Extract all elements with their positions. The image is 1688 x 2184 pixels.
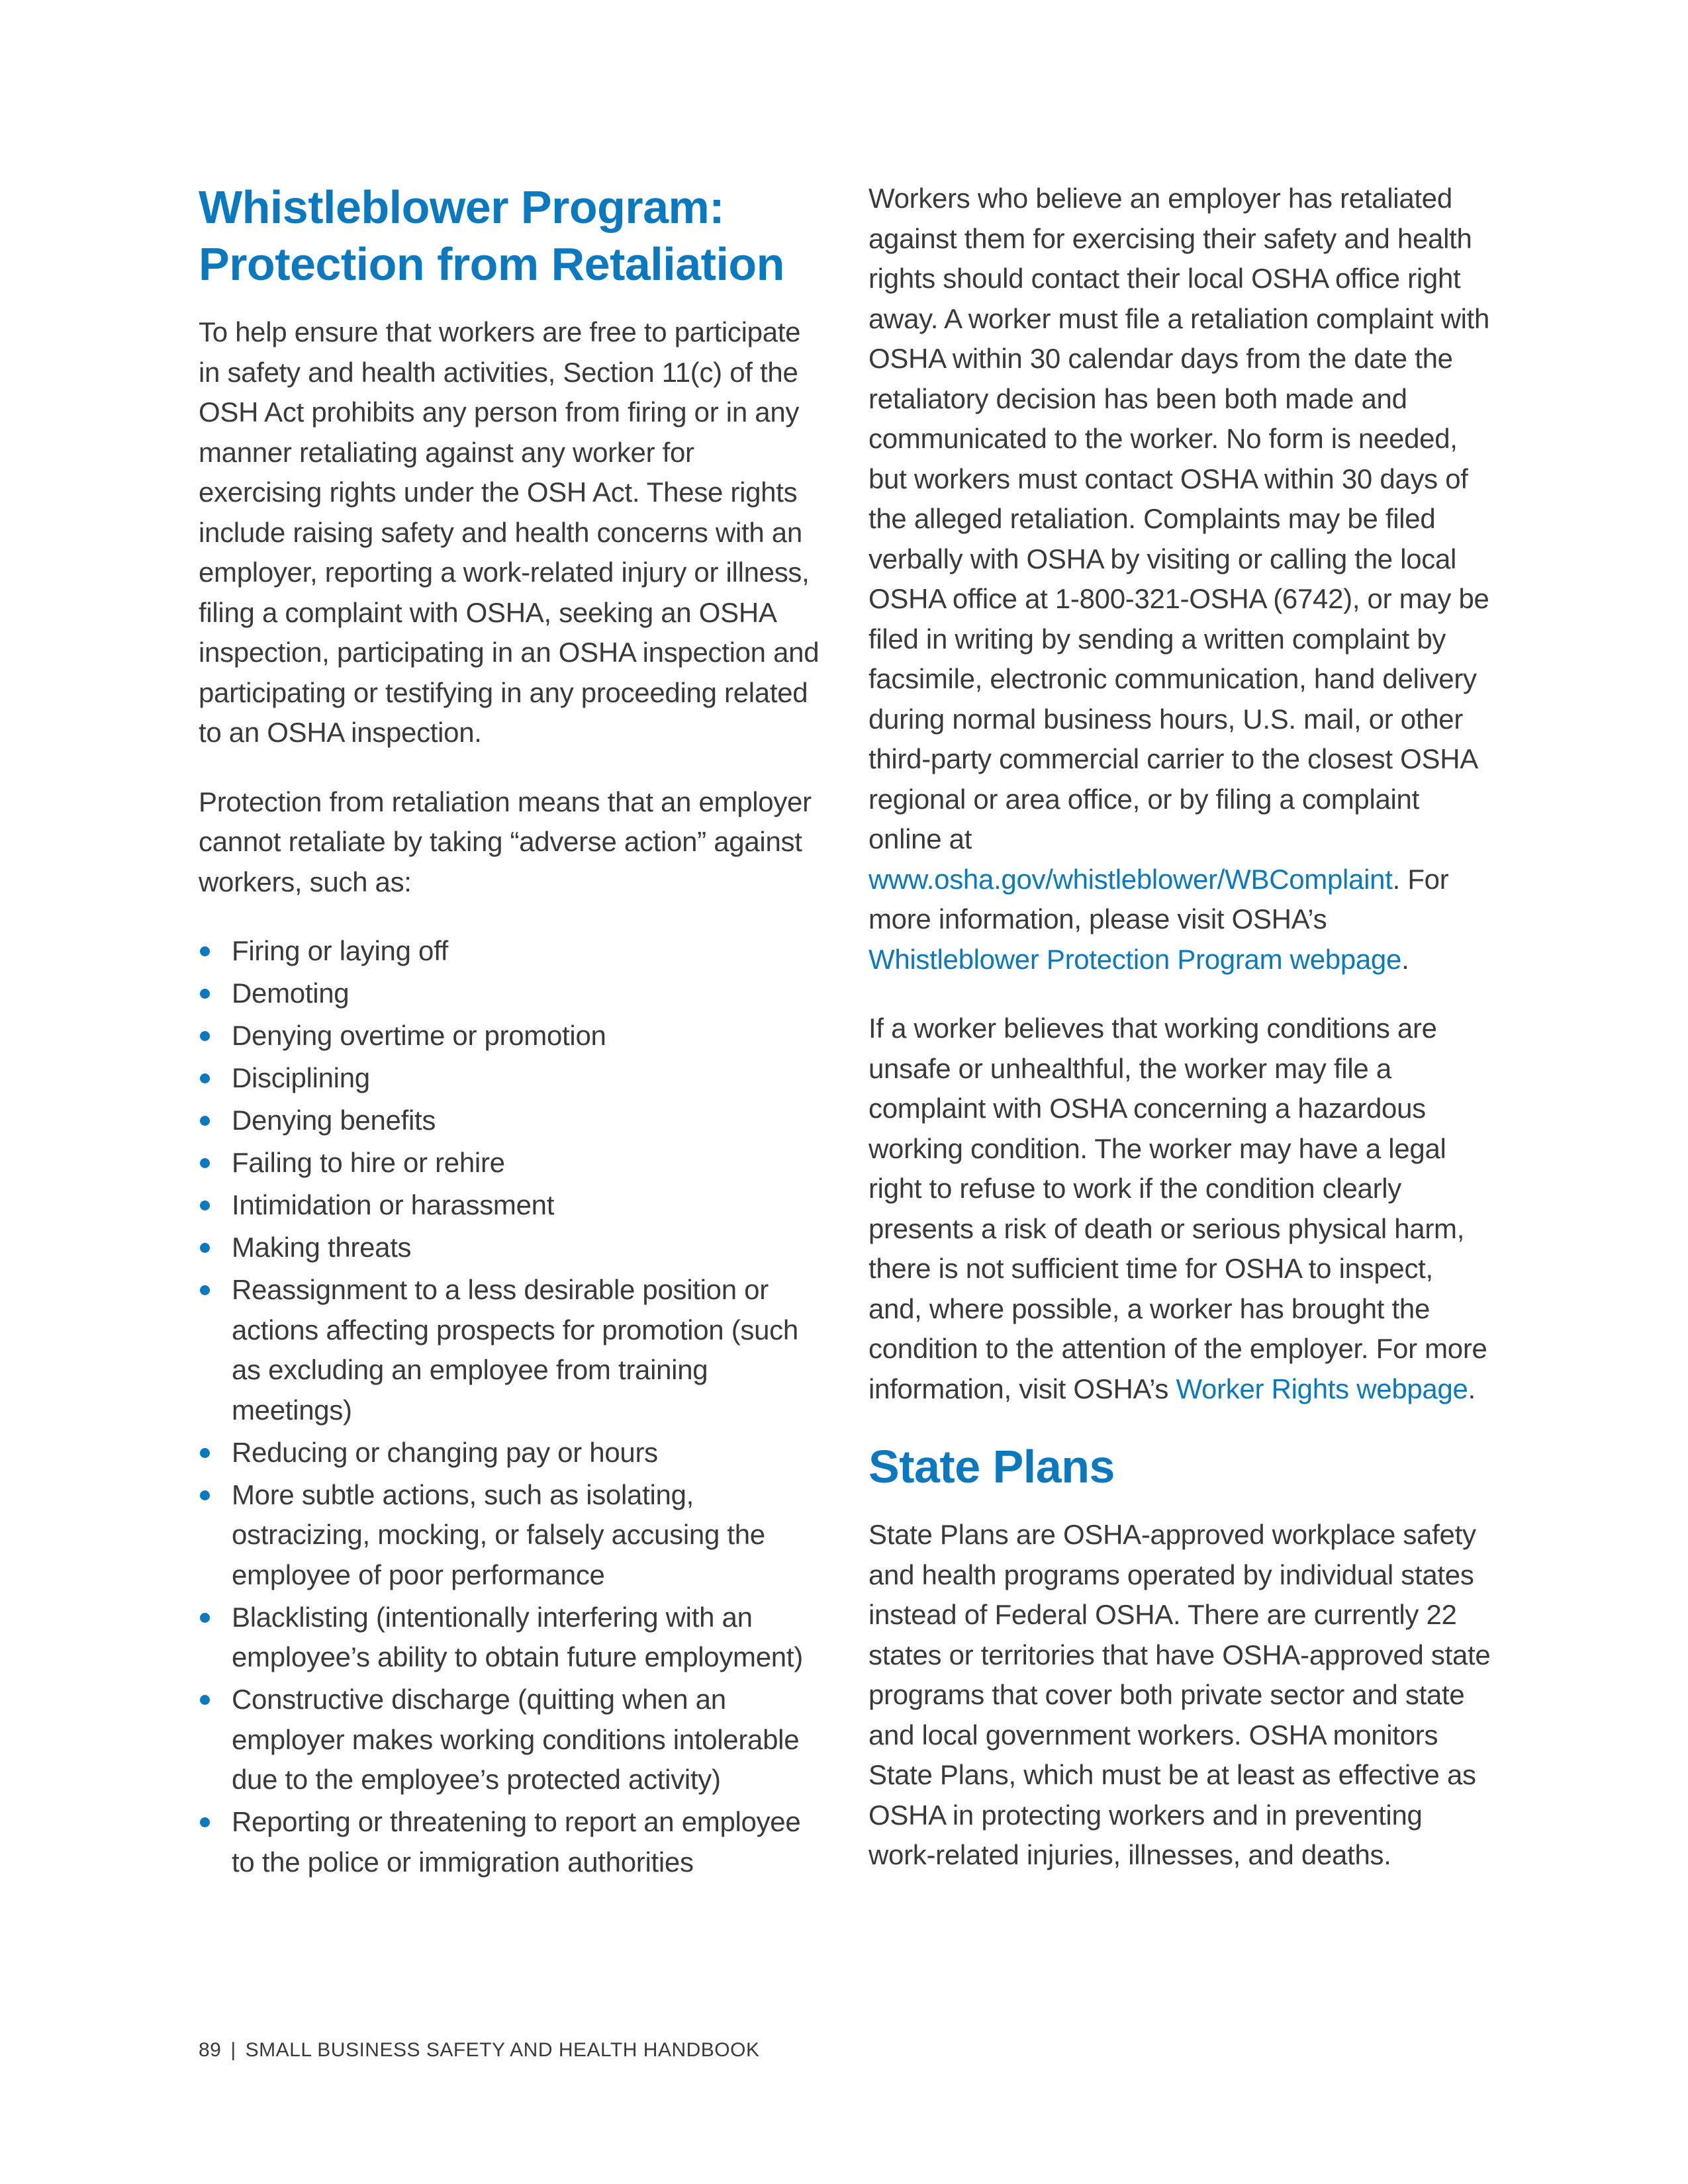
bullet-icon: [200, 1695, 210, 1705]
list-item: Intimidation or harassment: [199, 1185, 821, 1226]
list-item: Reporting or threatening to report an employee to the police or immigration authorities: [199, 1802, 821, 1882]
list-item: Denying overtime or promotion: [199, 1016, 821, 1056]
handbook-title: SMALL BUSINESS SAFETY AND HEALTH HANDBOOK: [245, 2039, 760, 2061]
whistleblower-intro-paragraph: To help ensure that workers are free to participate in safety and health activities, Section 11(c) of the OSH Act prohibits any person from firing or in any manner retaliating against any worker for exercising rights under the OSH Act. These rights include raising safety and health concerns with an employer, reporting a work-related injury or illness, filing a complaint with OSHA, seeking an OSHA inspection, participating in an OSHA inspection and participating or testifying in any proceeding related to an OSHA inspection.: [199, 316, 820, 748]
bullet-icon: [200, 1073, 210, 1083]
list-item: Blacklisting (intentionally interfering with an employee’s ability to obtain future employment): [199, 1598, 821, 1678]
bullet-icon: [200, 1158, 210, 1168]
heading-line-2: Protection from Retaliation: [199, 238, 784, 290]
bullet-icon: [200, 1817, 210, 1827]
list-item: Constructive discharge (quitting when an employer makes working conditions intolerable due to the employee’s protected activity): [199, 1680, 821, 1800]
list-item: Denying benefits: [199, 1101, 821, 1141]
bullet-icon: [200, 989, 210, 999]
bullet-icon: [200, 1448, 210, 1458]
right-column: [868, 179, 1491, 1905]
bullet-icon: [200, 1243, 210, 1253]
heading-line-1: Whistleblower Program:: [199, 181, 725, 233]
bullet-icon: [200, 1031, 210, 1041]
bullet-icon: [200, 1201, 210, 1210]
list-item: More subtle actions, such as isolating, ostracizing, mocking, or falsely accusing the employee of poor performance: [199, 1475, 821, 1596]
page-footer: [199, 2037, 760, 2064]
whistleblower-program-link[interactable]: Whistleblower Protection Program webpage: [868, 943, 1402, 975]
bullet-icon: [200, 1285, 210, 1295]
footer-separator: |: [230, 2039, 236, 2061]
list-item: Failing to hire or rehire: [199, 1143, 821, 1183]
bullet-icon: [200, 1490, 210, 1500]
list-item: Demoting: [199, 974, 821, 1014]
list-item: Reassignment to a less desirable position or actions affecting prospects for promotion (such as excluding an employee from training meetings): [199, 1270, 821, 1430]
list-item: Reducing or changing pay or hours: [199, 1433, 821, 1473]
retaliation-complaint-paragraph: Workers who believe an employer has retaliated against them for exercising their safety and health rights should contact their local OSHA office right away. A worker must file a retaliation complaint with OSHA within 30 calendar days from the date the retaliatory decision has been both made and communicated to the worker. No form is needed, but workers must contact OSHA within 30 days of the alleged retaliation. Complaints may be filed verbally with OSHA by visiting or calling the local OSHA office at 1-800-321-OSHA (6742), or may be filed in writing by sending a written complaint by facsimile, electronic communication, hand delivery during normal business hours, U.S. mail, or other third-party commercial carrier to the closest OSHA regional or area office, or by filing a complaint online at www.osha.gov/whistleblower/WBComplaint. For more information, please visit OSHA’s Whistleblower Protection Program webpage.: [868, 183, 1490, 975]
whistleblower-heading: [199, 179, 821, 293]
left-column: [199, 179, 821, 1885]
list-item: Firing or laying off: [199, 931, 821, 972]
state-plans-paragraph: State Plans are OSHA-approved workplace safety and health programs operated by individual states instead of Federal OSHA. There are currently 22 states or territories that have OSHA-approved state programs that cover both private sector and state and local government workers. OSHA monitors State Plans, which must be at least as effective as OSHA in protecting workers and in preventing work-related injuries, illnesses, and deaths.: [868, 1519, 1491, 1870]
bullet-icon: [200, 1116, 210, 1126]
list-item: Making threats: [199, 1228, 821, 1268]
adverse-action-paragraph: Protection from retaliation means that an employer cannot retaliate by taking “adverse action” against workers, such as:: [199, 786, 812, 897]
state-plans-heading: State Plans: [868, 1441, 1115, 1492]
unsafe-conditions-paragraph: If a worker believes that working conditions are unsafe or unhealthful, the worker may file a complaint with OSHA concerning a hazardous working condition. The worker may have a legal right to refuse to work if the condition clearly presents a risk of death or serious physical harm, there is not sufficient time for OSHA to inspect, and, where possible, a worker has brought the condition to the attention of the employer. For more information, visit OSHA’s Worker Rights webpage.: [868, 1013, 1487, 1404]
worker-rights-link[interactable]: Worker Rights webpage: [1176, 1373, 1468, 1404]
bullet-icon: [200, 946, 210, 956]
wb-complaint-link[interactable]: www.osha.gov/whistleblower/WBComplaint: [868, 863, 1393, 895]
adverse-action-list: [199, 931, 821, 1882]
bullet-icon: [200, 1613, 210, 1623]
page-number: 89: [199, 2039, 222, 2061]
list-item: Disciplining: [199, 1058, 821, 1099]
